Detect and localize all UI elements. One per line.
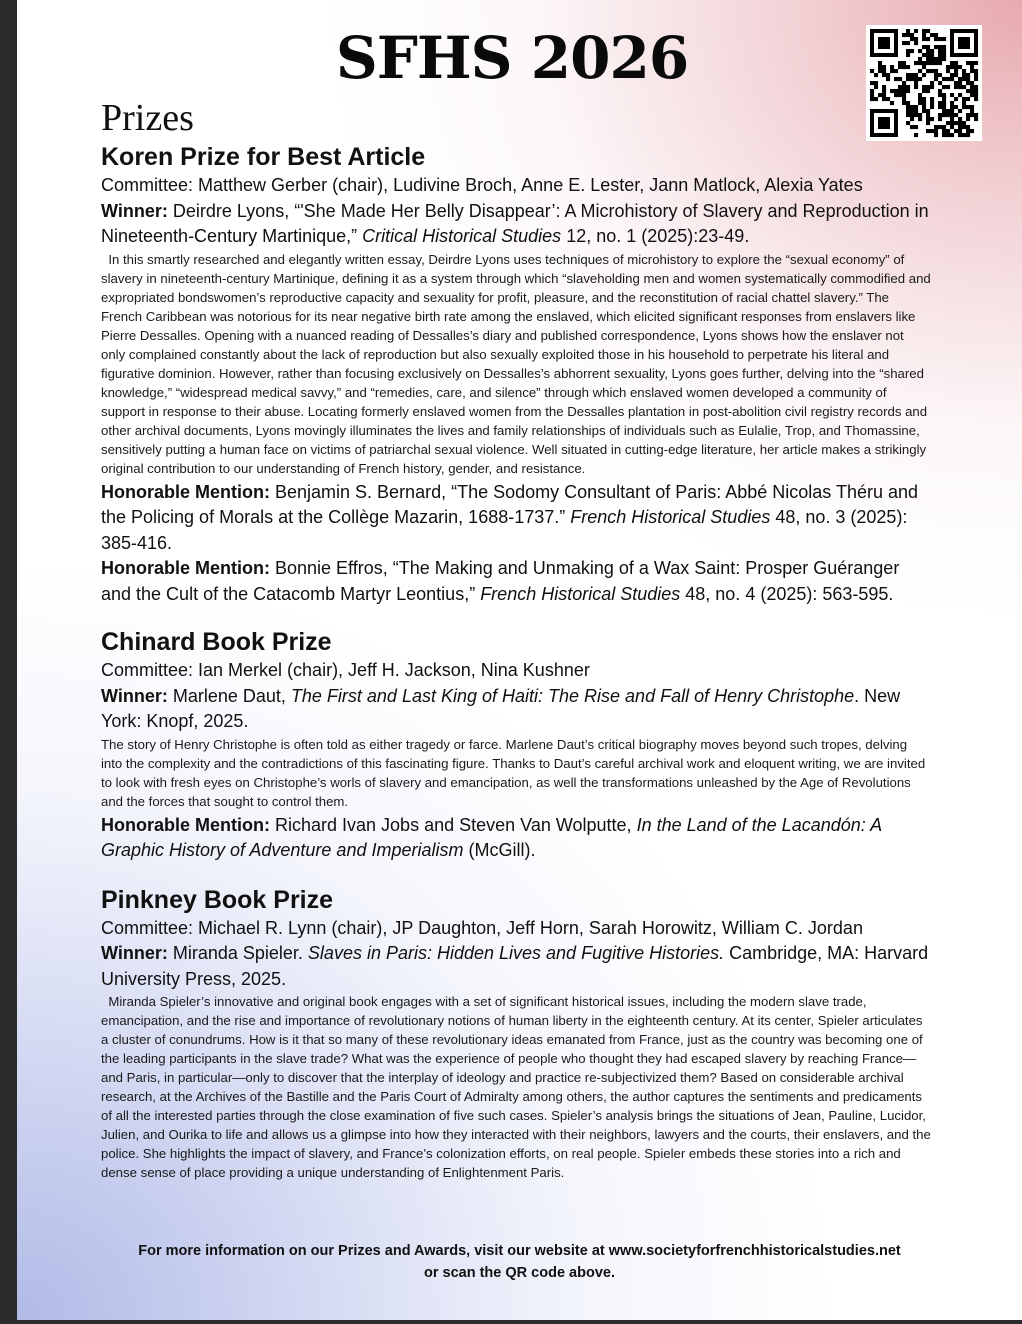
hm-text: Richard Ivan Jobs and Steven Van Wolputte, — [270, 814, 637, 835]
hm-journal: French Historical Studies — [480, 583, 681, 604]
pinkney-blurb-text: Miranda Spieler’s innovative and original book engages with a set of significant historical issues, including the modern slave trade, emancipation, and the rise and importance of revolutionary notions of human liberty in the eighteenth century. At its center, Spieler articulates a cluster of conundrums. How is it that so many of these revolutionary ideas emanated from France, just as the country was becoming one of the leading participants in the slave trade? What was the experience of people who thought they had escaped slavery by reaching France—and Paris, in particular—only to discover that the interplay of ideology and practice re-subjectivized them? Based on considerable archival research, at the Archives of the Bastille and the Paris Court of Admiralty among others, the author captures the sentiments and predicaments of all the interested parties through the close examination of five such cases. Spieler’s analysis brings the situations of Jean, Pauline, Lucidor, Julien, and Ourika to life and allows us a glimpse into how they interacted with their neighbors, lawyers and the courts, their enslavers, and the police. She highlights the impact of slavery, and France’s colonization efforts, on real people. Spieler embeds these stories into a rich and dense sense of place providing a unique understanding of Enlightenment Paris. — [101, 994, 931, 1180]
hm-label: Honorable Mention: — [101, 814, 270, 835]
winner-journal: Critical Historical Studies — [362, 226, 562, 246]
hm-citation: 48, no. 4 (2025): 563-595. — [680, 583, 894, 604]
chinard-committee: Committee: Ian Merkel (chair), Jeff H. Jackson, Nina Kushner — [101, 660, 590, 680]
koren-prize-title: Koren Prize for Best Article — [101, 143, 426, 171]
footer-line-2: or scan the QR code above. — [424, 1265, 615, 1281]
flyer-page — [17, 0, 1022, 1320]
prizes-heading: Prizes — [101, 97, 194, 139]
prizes-content — [101, 95, 931, 1184]
winner-citation: Cambridge, MA: Harvard University Press, 2025. — [101, 943, 929, 989]
winner-book: Slaves in Paris: Hidden Lives and Fugitive Histories. — [307, 943, 725, 963]
pinkney-prize-title: Pinkney Book Prize — [101, 885, 334, 914]
hm-citation: (McGill). — [463, 840, 536, 860]
footer-info — [17, 1240, 1022, 1284]
koren-winner — [101, 199, 931, 250]
koren-honorable-mention-2 — [101, 556, 931, 607]
winner-label: Winner: — [101, 685, 168, 706]
section-spacer — [101, 607, 931, 626]
winner-citation: . New York: Knopf, 2025. — [101, 685, 901, 731]
koren-committee: Committee: Matthew Gerber (chair), Ludivine Broch, Anne E. Lester, Jann Matlock, Alexia Yates — [101, 175, 863, 195]
page-title: SFHS 2026 — [335, 24, 689, 92]
section-spacer — [101, 864, 931, 884]
winner-label: Winner: — [101, 200, 168, 221]
pinkney-winner — [101, 941, 931, 992]
winner-text: Marlene Daut, — [167, 685, 291, 706]
pinkney-blurb — [101, 992, 931, 1182]
chinard-blurb: The story of Henry Christophe is often told as either tragedy or farce. Marlene Daut’s critical biography moves beyond such tropes, delving into the complexity and the contradictions of this fascinating figure. Thanks to Daut’s careful archival work and eloquent writing, we are invited to look with fresh eyes on Christophe’s worls of slavery and emancipation, as well the transformations unleashed by the Age of Revolutions and the forces that sought to control them. — [101, 736, 926, 809]
winner-text: Deirdre Lyons, “'She Made Her Belly Disappear’: A Microhistory of Slavery and Reproduction in Nineteenth-Century Martinique,” — [101, 200, 929, 246]
hm-journal: French Historical Studies — [570, 507, 771, 527]
hm-text: Benjamin S. Bernard, “The Sodomy Consultant of Paris: Abbé Nicolas Théru and the Policing of Morals at the Collège Mazarin, 1688-1737.” — [101, 481, 919, 527]
hm-book: In the Land of the Lacandón: A Graphic History of Adventure and Imperialism — [101, 814, 882, 860]
pinkney-prize-section — [101, 884, 931, 1183]
hm-label: Honorable Mention: — [101, 481, 270, 502]
koren-honorable-mention-1 — [101, 480, 931, 557]
winner-citation: 12, no. 1 (2025):23-49. — [561, 226, 750, 246]
chinard-honorable-mention — [101, 813, 931, 864]
hm-label: Honorable Mention: — [101, 558, 270, 578]
chinard-prize-title: Chinard Book Prize — [101, 628, 332, 656]
pinkney-committee: Committee: Michael R. Lynn (chair), JP Daughton, Jeff Horn, Sarah Horowitz, William C. Jordan — [101, 917, 863, 938]
chinard-prize-section — [101, 626, 931, 864]
hm-text: Bonnie Effros, “The Making and Unmaking of a Wax Saint: Prosper Guéranger and the Cult of the Catacomb Martyr Leontius,” — [101, 558, 900, 604]
hm-citation: 48, no. 3 (2025): 385-416. — [101, 507, 908, 553]
koren-prize-section — [101, 141, 931, 607]
winner-text: Miranda Spieler. — [167, 943, 308, 963]
winner-label: Winner: — [101, 943, 168, 963]
winner-book: The First and Last King of Haiti: The Rise and Fall of Henry Christophe — [290, 685, 855, 706]
koren-blurb — [101, 250, 931, 478]
chinard-winner — [101, 684, 931, 735]
footer-line-1: For more information on our Prizes and Awards, visit our website at www.societyforfrenchhistoricalstudies.net — [138, 1243, 901, 1259]
koren-blurb-text: In this smartly researched and elegantly written essay, Deirdre Lyons uses techniques of microhistory to explore the “sexual economy” of slavery in nineteenth-century Martinique, defining it as a system through which “slaveholding men and women systematically commodified and expropriated bondswomen’s reproductive capacity and sexuality for profit, pleasure, and the reconstitution of racial chattel slavery.” The French Caribbean was notorious for its near negative birth rate among the enslaved, which elicited significant responses from enslavers like Pierre Dessalles. Opening with a nuanced reading of Dessalles’s diary and published correspondence, Lyons shows how the enslaver not only complained constantly about the lack of reproduction but also sexually exploited those in his household to perpetrate his literal and figurative dominion. However, rather than focusing exclusively on Dessalles’s abhorrent sexuality, Lyons goes further, delving into the “shared knowledge,” “widespread medical savvy,” and “remedies, care, and silence” through which enslaved women developed a community of support in response to their abuse. Locating formerly enslaved women from the Dessalles plantation in post-abolition civil registry records and other archival documents, Lyons movingly illuminates the lives and family relationships of individuals such as Eulalie, Trop, and Thomassine, sensitively putting a human face on victims of patriarchal sexual violence. Well situated in cutting-edge literature, her article makes a strikingly original contribution to our understanding of French history, gender, and resistance. — [101, 251, 931, 476]
